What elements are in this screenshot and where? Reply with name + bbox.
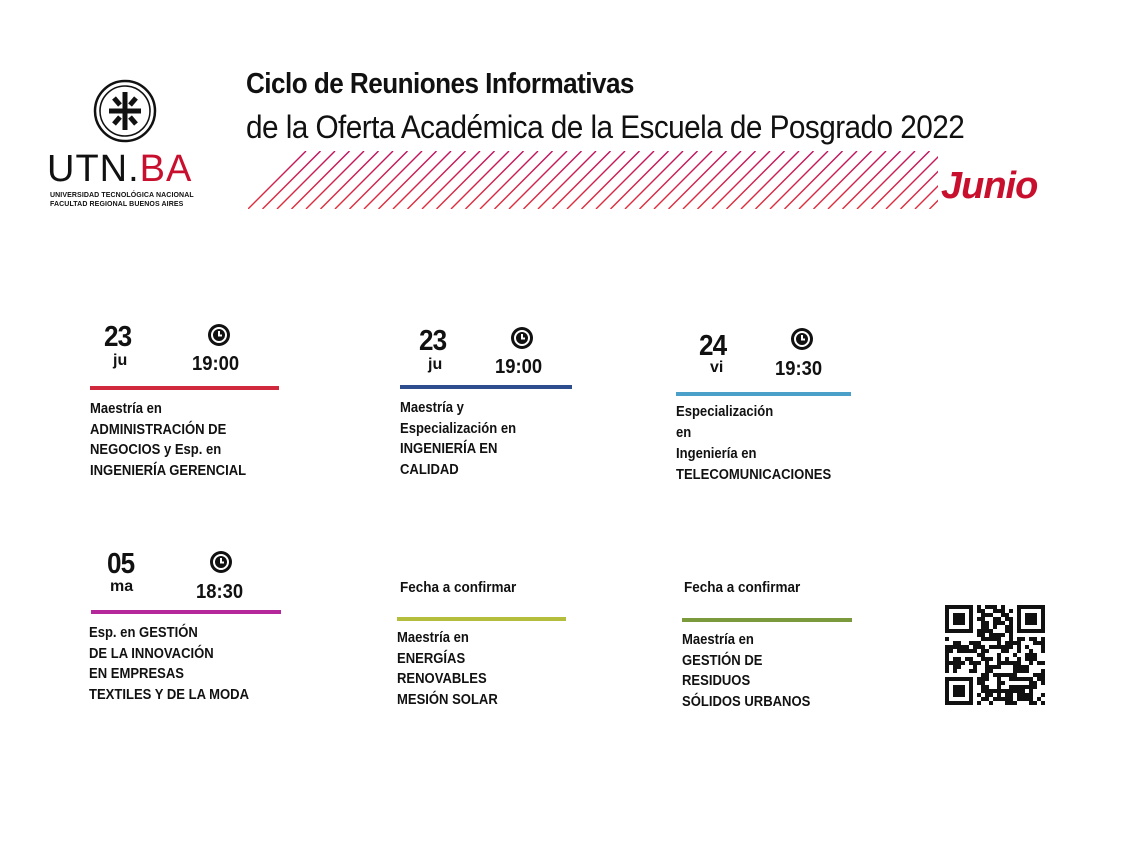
event-day: 23 xyxy=(104,321,132,353)
event-divider xyxy=(90,386,279,390)
event-description-line: CALIDAD xyxy=(400,461,459,478)
event-description-line: RESIDUOS xyxy=(682,673,751,689)
decorative-stripes xyxy=(248,151,938,209)
qr-code-icon[interactable] xyxy=(945,605,1045,705)
event-description-line: NEGOCIOS y Esp. en xyxy=(90,442,222,458)
event-description-line: Maestría en xyxy=(90,401,162,417)
logo-subtitle-university: UNIVERSIDAD TECNOLÓGICA NACIONAL xyxy=(50,192,194,199)
event-description xyxy=(400,398,516,480)
event-description-line: GESTIÓN DE xyxy=(682,652,763,669)
event-time: 19:00 xyxy=(495,356,543,378)
clock-icon xyxy=(510,326,534,350)
event-description-line: SÓLIDOS URBANOS xyxy=(682,693,811,710)
event-divider xyxy=(91,610,281,614)
event-description-line: Esp. en GESTIÓN xyxy=(89,625,198,641)
event-divider xyxy=(397,617,566,621)
event-description-line: Maestría en xyxy=(682,632,754,648)
event-description-line: Maestría y xyxy=(400,400,464,416)
event-weekday: ma xyxy=(110,578,134,595)
event-description-line: TELECOMUNICACIONES xyxy=(676,467,832,483)
logo-wordmark-main: UTN. xyxy=(47,148,140,190)
event-time: 19:00 xyxy=(192,353,240,375)
event-day: 05 xyxy=(107,548,135,580)
event-description-line: Especialización en xyxy=(400,420,517,437)
event-description-line: EN EMPRESAS xyxy=(89,666,185,682)
clock-icon xyxy=(790,327,814,351)
event-description-line: DE LA INNOVACIÓN xyxy=(89,645,214,662)
utn-logo-mark xyxy=(93,79,157,143)
event-description-line: ENERGÍAS xyxy=(397,650,466,667)
event-time: 18:30 xyxy=(196,581,244,603)
event-divider xyxy=(682,618,852,622)
event-description-line: RENOVABLES xyxy=(397,671,487,687)
event-description xyxy=(682,630,810,712)
event-description-line: INGENIERÍA EN xyxy=(400,441,498,457)
logo-wordmark-accent: BA xyxy=(139,148,193,190)
event-description-line: Maestría en xyxy=(397,630,469,646)
clock-icon xyxy=(207,323,231,347)
page-title: Ciclo de Reuniones Informativas xyxy=(246,68,634,100)
logo-subtitle-faculty: FACULTAD REGIONAL BUENOS AIRES xyxy=(50,201,184,208)
event-weekday: ju xyxy=(428,356,443,373)
event-description xyxy=(676,402,831,486)
event-description-line: Especialización xyxy=(676,404,774,420)
event-date-status: Fecha a confirmar xyxy=(400,579,517,596)
event-description-line: ADMINISTRACIÓN DE xyxy=(90,421,227,438)
event-weekday: vi xyxy=(710,359,724,376)
event-description xyxy=(397,628,498,710)
page-subtitle: de la Oferta Académica de la Escuela de Posgrado 2022 xyxy=(246,109,965,145)
logo-wordmark xyxy=(47,150,192,188)
clock-icon xyxy=(209,550,233,574)
event-divider xyxy=(400,385,572,389)
event-description-line: TEXTILES Y DE LA MODA xyxy=(89,686,250,703)
event-time: 19:30 xyxy=(775,358,823,380)
event-description-line: en xyxy=(676,425,692,441)
event-description-line: MESIÓN SOLAR xyxy=(397,691,498,708)
event-day: 24 xyxy=(699,330,727,362)
event-description xyxy=(90,399,246,481)
event-day: 23 xyxy=(419,325,447,357)
event-weekday: ju xyxy=(113,352,128,369)
event-description xyxy=(89,623,249,705)
event-description-line: Ingeniería en xyxy=(676,446,757,462)
event-divider xyxy=(676,392,851,396)
event-date-status: Fecha a confirmar xyxy=(684,579,801,596)
month-label: Junio xyxy=(941,165,1038,207)
event-description-line: INGENIERÍA GERENCIAL xyxy=(90,462,247,479)
